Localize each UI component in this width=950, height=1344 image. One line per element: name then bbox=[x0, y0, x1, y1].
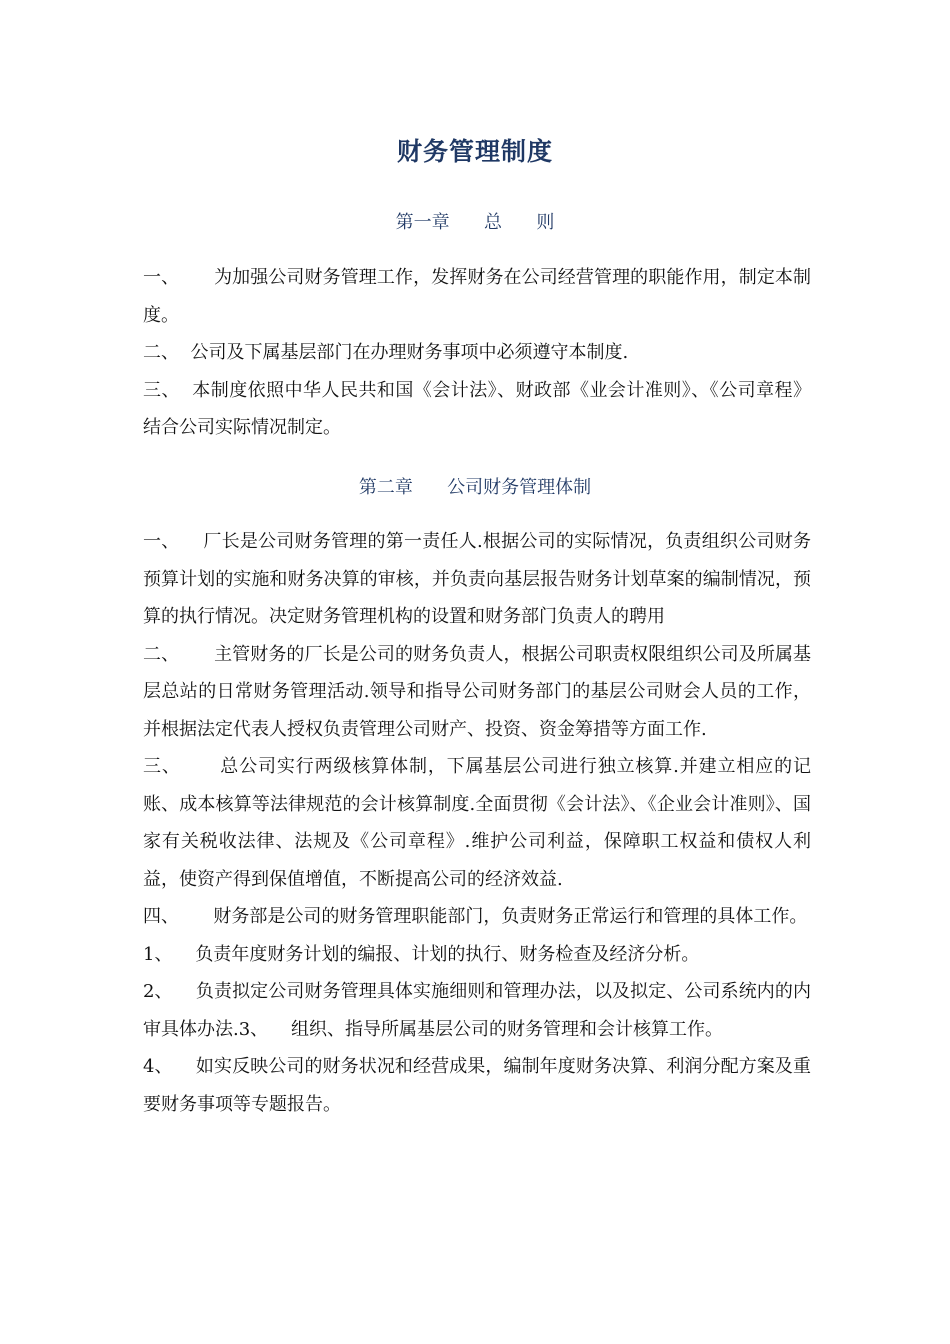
chapter-1-article-3: 三、 本制度依照中华人民共和国《会计法》、财政部《业会计准则》、《公司章程》结合公司实际情况制定。 bbox=[143, 379, 811, 438]
finance-duty-item-2: 2、 负责拟定公司财务管理具体实施细则和管理办法，以及拟定、公司系统内的内审具体办法.3、 组织、指导所属基层公司的财务管理和会计核算工作。 bbox=[143, 981, 811, 1040]
chapter-1-article-1: 一、 为加强公司财务管理工作，发挥财务在公司经营管理的职能作用，制定本制度。 bbox=[143, 267, 811, 326]
chapter-1-article-2: 二、 公司及下属基层部门在办理财务事项中必须遵守本制度. bbox=[143, 342, 629, 363]
chapter-1-body bbox=[143, 259, 811, 447]
chapter-2-heading: 第二章 公司财务管理体制 bbox=[358, 477, 592, 498]
chapter-2-body bbox=[143, 523, 811, 1123]
chapter-1-heading: 第一章 总 则 bbox=[395, 212, 555, 233]
finance-duty-item-4: 4、 如实反映公司的财务状况和经营成果，编制年度财务决算、利润分配方案及重要财务事项等专题报告。 bbox=[143, 1056, 811, 1115]
finance-duty-item-1: 1、 负责年度财务计划的编报、计划的执行、财务检查及经济分析。 bbox=[143, 943, 700, 965]
chapter-2-article-4: 四、 财务部是公司的财务管理职能部门，负责财务正常运行和管理的具体工作。 bbox=[143, 906, 808, 927]
chapter-2-article-1: 一、 厂长是公司财务管理的第一责任人.根据公司的实际情况，负责组织公司财务预算计划的实施和财务决算的审核，并负责向基层报告财务计划草案的编制情况，预算的执行情况。决定财务管理机构的设置和财务部门负责人的聘用 bbox=[143, 531, 811, 627]
chapter-2-article-3: 三、 总公司实行两级核算体制，下属基层公司进行独立核算.并建立相应的记账、成本核算等法律规范的会计核算制度.全面贯彻《会计法》、《企业会计准则》、国家有关税收法律、法规及《公司章程》.维护公司利益，保障职工权益和债权人利益，使资产得到保值增值，不断提高公司的经济效益. bbox=[143, 756, 811, 890]
document-title: 财务管理制度 bbox=[396, 137, 553, 166]
chapter-2-article-2: 二、 主管财务的厂长是公司的财务负责人，根据公司职责权限组织公司及所属基层总站的日常财务管理活动.领导和指导公司财务部门的基层公司财会人员的工作，并根据法定代表人授权负责管理公司财产、投资、资金筹措等方面工作. bbox=[143, 643, 811, 740]
